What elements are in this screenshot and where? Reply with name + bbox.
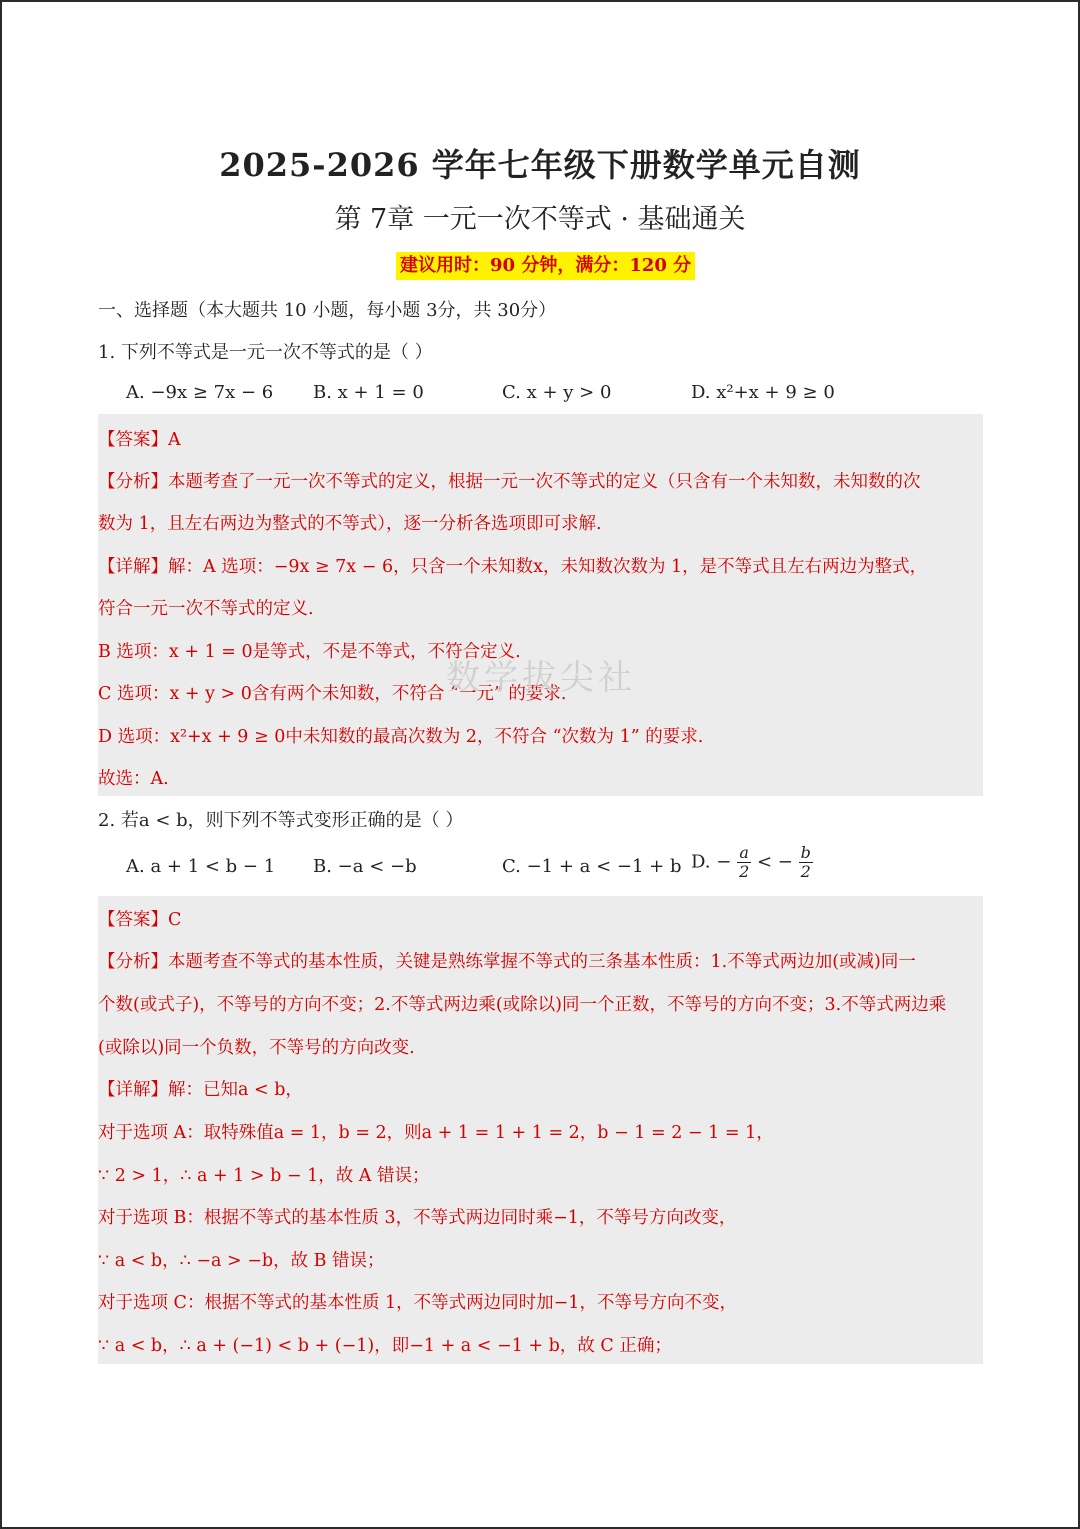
q1-answer: 【答案】A — [98, 430, 181, 450]
q2-detail-line6: 对于选项 C：根据不等式的基本性质 1，不等式两边同时加−1，不等号方向不变， — [98, 1293, 737, 1313]
q2-detail-line3: ∵ 2 > 1，∴ a + 1 > b − 1，故 A 错误； — [98, 1166, 430, 1186]
q2-option-d — [691, 844, 813, 881]
watermark: 数学拔尖社 — [446, 658, 636, 698]
page-title: 2025-2026 学年七年级下册数学单元自测 — [219, 146, 861, 184]
q1-analysis-line1: 【分析】本题考查了一元一次不等式的定义，根据一元一次不等式的定义（只含有一个未知数，未知数的次 — [98, 472, 921, 492]
q1-detail-line2: 符合一元一次不等式的定义. — [98, 599, 314, 619]
q1-detail-line5: D 选项：x²+x + 9 ≥ 0中未知数的最高次数为 2，不符合 “次数为 1” 的要求. — [98, 727, 704, 747]
q1-option-b: B. x + 1 = 0 — [313, 382, 424, 403]
q2-detail-line7: ∵ a < b，∴ a + (−1) < b + (−1)，即−1 + a < −1 + b，故 C 正确； — [98, 1336, 672, 1356]
frac-a-denominator: 2 — [739, 862, 750, 881]
q2-option-d-frac-b — [799, 844, 813, 881]
q2-option-a: A. a + 1 < b − 1 — [126, 856, 276, 877]
frac-b-denominator: 2 — [800, 862, 811, 881]
q2-analysis-line2: 个数(或式子)，不等号的方向不变；2.不等式两边乘(或除以)同一个正数，不等号的方向不变；3.不等式两边乘 — [98, 995, 947, 1015]
q2-option-d-frac-a — [737, 844, 751, 881]
section-heading: 一、选择题（本大题共 10 小题，每小题 3分，共 30分） — [98, 300, 557, 321]
q2-stem: 2. 若a < b，则下列不等式变形正确的是（ ） — [98, 810, 464, 831]
q2-option-d-label: D. − — [691, 851, 732, 873]
q1-analysis-line2: 数为 1，且左右两边为整式的不等式），逐一分析各选项即可求解. — [98, 514, 602, 534]
q1-option-a: A. −9x ≥ 7x − 6 — [126, 382, 274, 403]
q1-answer-block — [98, 414, 983, 796]
q2-option-b: B. −a < −b — [313, 856, 417, 877]
q2-detail-line1: 【详解】解：已知a < b， — [98, 1080, 303, 1100]
q1-detail-line6: 故选：A. — [98, 769, 169, 789]
q2-analysis-line1: 【分析】本题考查不等式的基本性质，关键是熟练掌握不等式的三条基本性质：1.不等式两边加(或减)同一 — [98, 952, 916, 972]
q2-detail-line5: ∵ a < b，∴ −a > −b，故 B 错误； — [98, 1251, 385, 1271]
q2-detail-line2: 对于选项 A：取特殊值a = 1，b = 2，则a + 1 = 1 + 1 = 2，b − 1 = 2 − 1 = 1， — [98, 1123, 774, 1143]
q2-option-c: C. −1 + a < −1 + b — [502, 856, 682, 877]
q2-answer: 【答案】C — [98, 910, 182, 930]
page-subtitle: 第 7章 一元一次不等式 · 基础通关 — [334, 204, 746, 235]
q2-detail-line4: 对于选项 B：根据不等式的基本性质 3，不等式两边同时乘−1，不等号方向改变， — [98, 1208, 737, 1228]
q1-detail-line3: B 选项：x + 1 = 0是等式，不是不等式，不符合定义. — [98, 642, 521, 662]
q1-detail-line4: C 选项：x + y > 0含有两个未知数，不符合 “一元” 的要求. — [98, 684, 567, 704]
frac-a-numerator: a — [737, 844, 751, 863]
frac-b-numerator: b — [800, 843, 811, 862]
q1-option-c: C. x + y > 0 — [502, 382, 612, 403]
q1-option-d: D. x²+x + 9 ≥ 0 — [691, 382, 835, 403]
q1-stem: 1. 下列不等式是一元一次不等式的是（ ） — [98, 342, 433, 363]
q2-answer-block — [98, 896, 983, 1364]
q2-analysis-line3: (或除以)同一个负数，不等号的方向改变. — [98, 1038, 415, 1058]
q1-detail-line1: 【详解】解：A 选项：−9x ≥ 7x − 6，只含一个未知数x，未知数次数为 1，是不等式且左右两边为整式， — [98, 557, 928, 577]
q2-option-d-operator: < − — [756, 851, 793, 873]
time-note: 建议用时：90 分钟，满分：120 分 — [396, 252, 695, 280]
